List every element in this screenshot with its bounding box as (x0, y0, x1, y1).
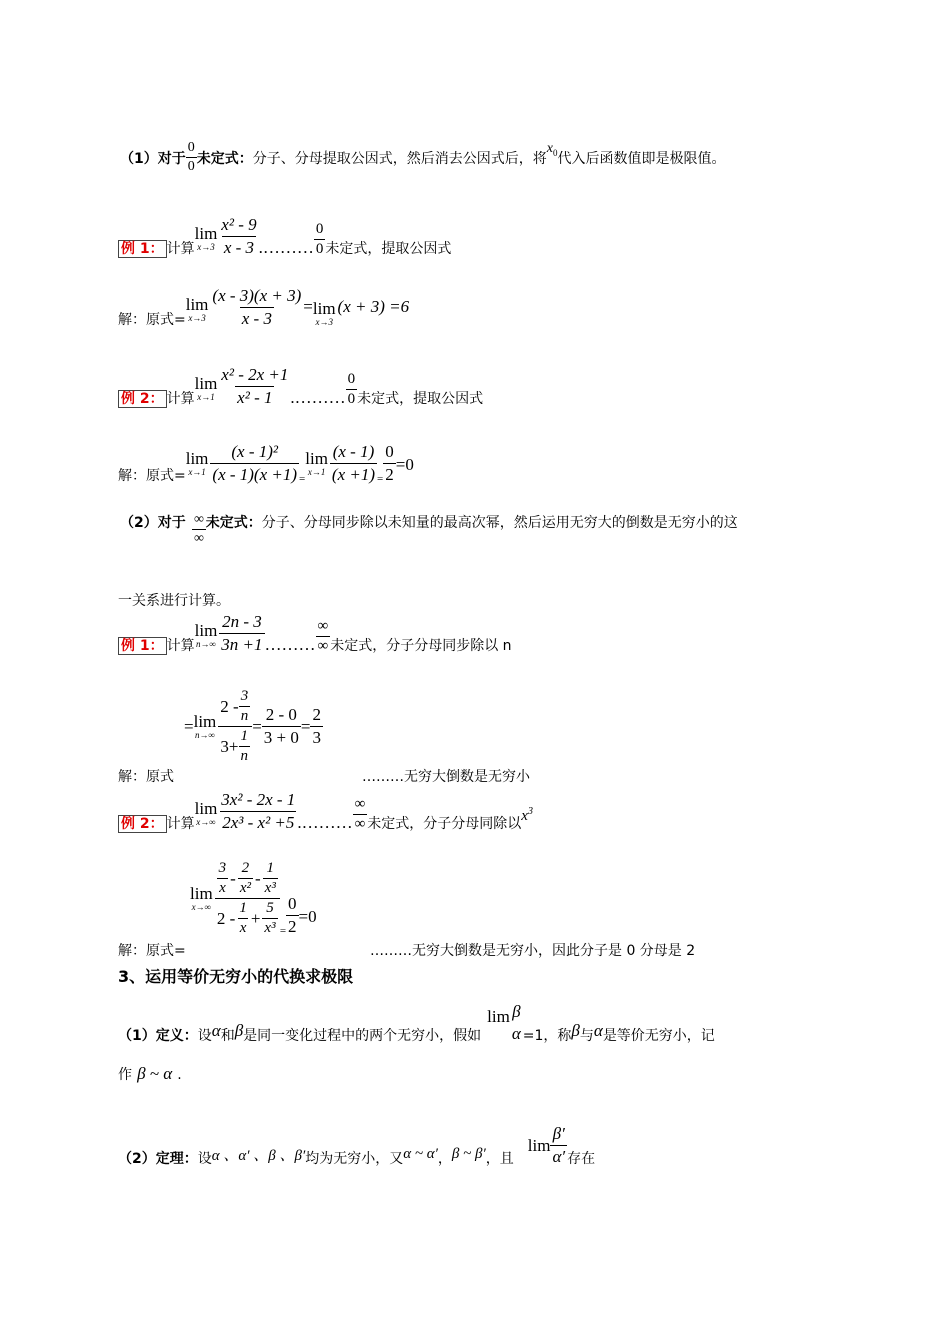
x-cubed: $x^3$ (521, 806, 533, 824)
example-2-line (118, 365, 483, 408)
beta-equivalence: β ~ β′ (451, 1146, 486, 1162)
sol1-fraction: $\frac{(x - 3)(x + 3)}{x - 3}$ (212, 286, 302, 328)
sec2-text-a: 分子、分母同步除以未知量的最高次幂，然后运用无穷大的倒数是无穷小的这 (261, 515, 738, 531)
sec1-label: （1）对于 (120, 150, 186, 167)
definition-line (118, 1002, 715, 1056)
solution-label: 解：原式= (118, 943, 186, 959)
def-eq: =1，称 (522, 1028, 572, 1044)
sol1-result: (x + 3) =6 (337, 297, 410, 316)
beta-symbol: β (234, 1021, 244, 1040)
lim-operator: lim x→3 (312, 299, 336, 327)
alpha-symbol: α (211, 1021, 221, 1040)
ex1-note: 未定式，提取公因式 (325, 241, 452, 257)
example-1-line (118, 215, 451, 258)
dots: .……… (297, 813, 353, 832)
sec2-text-b: 一关系进行计算。 (118, 593, 230, 609)
definition-line-2 (118, 1064, 182, 1084)
alpha-equivalence: α ~ α′ (403, 1146, 438, 1162)
example-tag: 例 1： (118, 240, 167, 258)
calc-label: 计算 (166, 638, 195, 654)
lim-operator: lim (487, 1007, 510, 1026)
sol4-result: =0 (298, 907, 317, 926)
zero-over-zero: $\frac{0}{0}$ (347, 371, 356, 407)
ex2-note: 未定式，提取公因式 (357, 391, 484, 407)
sol3-compound-fraction: 2 - $\frac{3}{n}$ 3+ $\frac{1}{n}$ (218, 688, 252, 765)
thm-label: （2）定理： (118, 1150, 198, 1167)
sec2-line (120, 512, 738, 546)
sec1-text-a: 分子、分母提取公因式，然后消去公因式后，将 (252, 150, 547, 167)
sol4-compound-fraction: $\frac{3}{x}$ - $\frac{2}{\text{x²}}$ - $\frac{1}{\text{x³}}$ 2 - $\frac{1}{x}$ + $\frac{5}{\text{x³}}$ (215, 860, 280, 937)
equals: = (377, 473, 384, 485)
sol3-fraction-b: $\frac{2 - 0}{3 + 0}$ (263, 705, 299, 747)
def-text-f: 作 (118, 1067, 132, 1083)
dots: ……… (264, 635, 316, 654)
equivalence-symbol: β ~ α (137, 1064, 173, 1083)
solution-label: 解：原式= (118, 468, 186, 484)
dots: .……… (290, 388, 346, 407)
ex3-tail: ………无穷大倒数是无穷小 (362, 769, 530, 785)
def-text-a: 设 (197, 1028, 212, 1044)
beta-over-alpha: β α (511, 1002, 521, 1043)
example-tag: 例 2： (118, 390, 167, 408)
lim-operator: lim x→1 (305, 449, 328, 477)
zero-over-two: $\frac{0}{2}$ (385, 442, 394, 484)
inf-over-inf: $\frac{\infty}{\infty}$ (317, 618, 329, 654)
lim-operator: lim x→3 (185, 295, 209, 323)
sol2-result: =0 (395, 455, 414, 474)
lim-operator: lim n→∞ (194, 621, 218, 649)
ex4-note: 未定式，分子分母同除以 (367, 816, 522, 832)
calc-label: 计算 (166, 241, 195, 257)
def-text-b: 和 (220, 1028, 235, 1044)
solution-label: 解：原式 (118, 769, 174, 785)
solution-2-line (118, 442, 414, 485)
calc-label: 计算 (166, 816, 195, 832)
dots: .……… (258, 238, 314, 257)
equals: = (279, 925, 287, 937)
lim-operator: lim x→∞ (190, 884, 213, 912)
lim-operator: lim x→1 (194, 374, 218, 402)
thm-text-f: ，且 (485, 1150, 514, 1167)
sec1-title: 未定式： (196, 150, 253, 167)
thm-symbol-list: α 、α′ 、β 、β′ (211, 1148, 306, 1164)
period: . (177, 1067, 182, 1083)
sec1-text-b: 代入后函数值即是极限值。 (557, 150, 726, 167)
lim-operator: lim x→∞ (194, 799, 218, 827)
sec1-line (120, 140, 725, 175)
ex3-note: 未定式，分子分母同步除以 n (330, 638, 512, 654)
lim-operator: lim x→3 (194, 224, 218, 252)
thm-text-a: 设 (197, 1150, 212, 1167)
alpha-symbol: α (593, 1021, 603, 1040)
thm-text-b: 均为无穷小，又 (305, 1150, 404, 1167)
zero-over-two: $\frac{0}{2}$ (288, 894, 297, 936)
equals: = (299, 473, 306, 485)
equals: = (303, 297, 313, 316)
solution-3-expression: = lim n→∞ 2 - $\frac{3}{n}$ 3+ $\frac{1}{n}$ = $\frac{2 - 0}{3 + 0}$ = $\frac{2}{3}$ (184, 688, 321, 764)
inf-over-inf: $\frac{\infty}{\infty}$ (354, 796, 366, 832)
equals: = (184, 716, 194, 736)
thm-text-g: 存在 (567, 1150, 596, 1167)
def-label: （1）定义： (118, 1028, 198, 1044)
ex2-fraction: $\frac{\text{x² - 2x +1}}{\text{x² - 1}}$ (221, 365, 289, 407)
sol2-fraction: $\frac{\text{(x - 1)²}}{(x - 1)(x +1)}$ (212, 442, 298, 484)
def-text-c: 是同一变化过程中的两个无穷小，假如 (243, 1028, 482, 1044)
ex3-fraction: $\frac{2n - 3}{3n +1}$ (221, 612, 263, 654)
lim-operator: lim (527, 1135, 551, 1155)
example-tag: 例 1： (118, 637, 167, 655)
lim-operator: lim x→1 (185, 449, 209, 477)
beta-prime-over-alpha-prime: $\frac{\beta'}{\alpha'}$ (552, 1124, 566, 1166)
sec2-title: 未定式： (205, 515, 262, 531)
zero-over-zero: $\frac{0}{0}$ (315, 221, 324, 257)
ex4-tail: ………无穷大倒数是无穷小，因此分子是 0 分母是 2 (370, 943, 696, 959)
def-text-e: 是等价无穷小，记 (602, 1028, 715, 1044)
zero-over-zero: $\frac{0}{0}$ (187, 140, 195, 174)
ex4-fraction: $\frac{\text{3x² - 2x - 1}}{\text{2x³ - x² +5}}$ (221, 790, 296, 832)
beta-symbol: β (571, 1021, 580, 1040)
solution-label: 解：原式= (118, 312, 186, 328)
comma: ， (437, 1150, 452, 1167)
ex1-fraction: $\frac{\text{x² - 9}}{x - 3}$ (221, 215, 257, 257)
lim-operator: lim n→∞ (193, 712, 217, 740)
theorem-line (118, 1124, 596, 1179)
section-3-heading: 3、运用等价无穷小的代换求极限 (118, 967, 354, 986)
example-tag: 例 2： (118, 815, 167, 833)
two-thirds: $\frac{2}{3}$ (312, 705, 321, 747)
sec2-label: （2）对于 (120, 515, 186, 531)
solution-4-expression (190, 860, 317, 937)
example-4-line (118, 790, 533, 833)
x0-symbol: $x_0$ (546, 141, 558, 158)
solution-1-line (118, 286, 409, 329)
sol2-fraction-b: $\frac{(x - 1)}{(x +1)}$ (331, 442, 376, 484)
example-3-line (118, 612, 512, 655)
calc-label: 计算 (166, 391, 195, 407)
def-text-d: 与 (579, 1028, 594, 1044)
inf-over-inf: $\frac{\infty}{\infty}$ (194, 512, 204, 546)
